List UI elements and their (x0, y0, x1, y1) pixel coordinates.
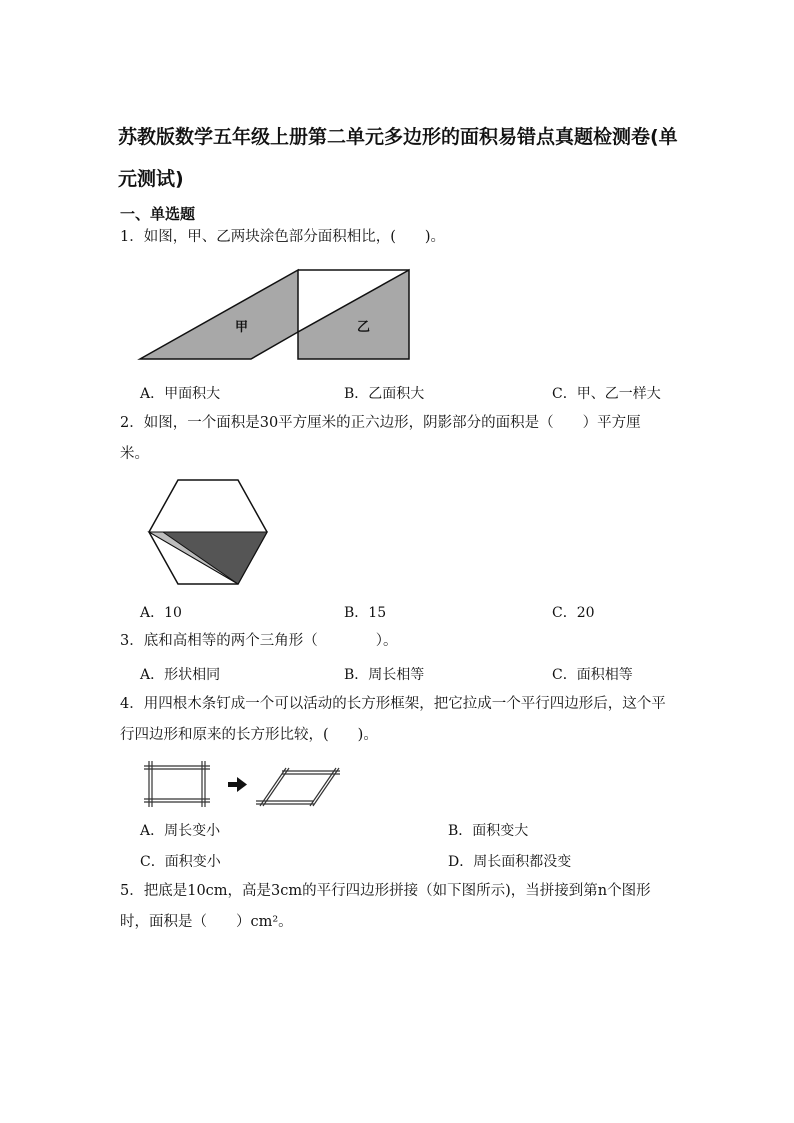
question-4-text-line1: 4．用四根木条钉成一个可以活动的长方形框架，把它拉成一个平行四边形后，这个平 (120, 696, 666, 712)
question-2-text-line2: 米。 (120, 446, 149, 462)
question-2-text-line1: 2．如图，一个面积是30平方厘米的正六边形，阴影部分的面积是（ ）平方厘 (120, 415, 641, 431)
question-1-text: 1．如图，甲、乙两块涂色部分面积相比，( )。 (120, 229, 446, 245)
shape-jia (140, 270, 298, 359)
q2-option-b[interactable]: B．15 (344, 605, 387, 621)
rectangle-frame (144, 761, 210, 807)
question-2-hexagon-figure (145, 476, 271, 588)
parallelogram-frame (256, 768, 340, 806)
page-title-continued: 元测试) (118, 168, 184, 190)
q4-option-d[interactable]: D．周长面积都没变 (448, 854, 572, 870)
section-heading: 一、单选题 (120, 205, 196, 223)
q1-option-a[interactable]: A．甲面积大 (140, 386, 221, 402)
right-arrow-icon (228, 777, 247, 792)
q4-option-b[interactable]: B．面积变大 (448, 823, 529, 839)
q3-option-c[interactable]: C．面积相等 (552, 667, 633, 683)
shape-yi (298, 270, 409, 359)
question-5-text-line2: 时，面积是（ ）cm²。 (120, 914, 293, 930)
question-4-frame-figure (140, 758, 350, 810)
question-1-figure (136, 266, 416, 364)
question-5-text-line1: 5．把底是10cm，高是3cm的平行四边形拼接（如下图所示)，当拼接到第n个图形 (120, 883, 651, 899)
page-title: 苏教版数学五年级上册第二单元多边形的面积易错点真题检测卷(单 (118, 126, 678, 148)
q2-option-a[interactable]: A．10 (140, 605, 182, 621)
question-4-text-line2: 行四边形和原来的长方形比较，( )。 (120, 727, 378, 743)
label-jia: 甲 (235, 320, 249, 335)
q3-option-a[interactable]: A．形状相同 (140, 667, 221, 683)
q4-option-a[interactable]: A．周长变小 (140, 823, 221, 839)
q2-option-c[interactable]: C．20 (552, 605, 595, 621)
label-yi: 乙 (357, 320, 371, 335)
q1-option-b[interactable]: B．乙面积大 (344, 386, 425, 402)
q1-option-c[interactable]: C．甲、乙一样大 (552, 386, 661, 402)
q4-option-c[interactable]: C．面积变小 (140, 854, 221, 870)
question-3-text: 3．底和高相等的两个三角形（ ）。 (120, 633, 398, 649)
q3-option-b[interactable]: B．周长相等 (344, 667, 425, 683)
